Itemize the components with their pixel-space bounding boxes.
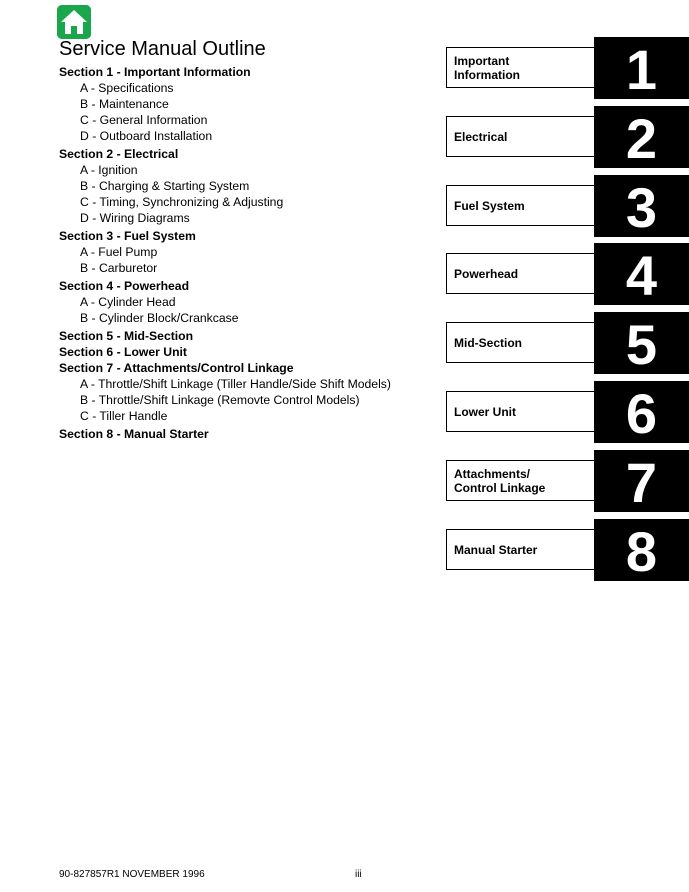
outline-section-heading[interactable]: Section 3 - Fuel System xyxy=(59,229,196,243)
page-number: iii xyxy=(355,869,362,880)
home-button[interactable] xyxy=(57,5,91,39)
outline-subsection[interactable]: D - Outboard Installation xyxy=(80,129,213,143)
section-tab-2[interactable] xyxy=(446,106,689,168)
section-tab-label-line: Information xyxy=(454,68,520,82)
section-tab-label xyxy=(446,322,596,363)
outline-list xyxy=(59,64,439,442)
outline-subsection[interactable]: B - Carburetor xyxy=(80,261,158,275)
outline-section-heading[interactable]: Section 5 - Mid-Section xyxy=(59,329,194,343)
outline-subsection[interactable]: B - Cylinder Block/Crankcase xyxy=(80,311,239,325)
section-tab-number: 2 xyxy=(594,106,689,168)
section-tab-label xyxy=(446,253,596,294)
outline-subsection[interactable]: B - Throttle/Shift Linkage (Removte Control Models) xyxy=(80,393,360,407)
section-tab-number: 5 xyxy=(594,312,689,374)
section-tab-label xyxy=(446,391,596,432)
outline-section-heading[interactable]: Section 4 - Powerhead xyxy=(59,279,190,293)
section-tab-label xyxy=(446,460,596,501)
outline-subsection[interactable]: A - Specifications xyxy=(80,81,174,95)
section-tab-number: 3 xyxy=(594,175,689,237)
section-tab-label-line: Manual Starter xyxy=(454,542,538,557)
outline-subsection[interactable]: C - Timing, Synchronizing & Adjusting xyxy=(80,195,284,209)
outline-subsection[interactable]: A - Cylinder Head xyxy=(80,295,176,309)
outline-section-heading[interactable]: Section 1 - Important Information xyxy=(59,65,251,79)
section-tab-number: 4 xyxy=(594,243,689,305)
outline-subsection[interactable]: B - Maintenance xyxy=(80,97,169,111)
outline-section-heading[interactable]: Section 2 - Electrical xyxy=(59,147,179,161)
section-tab-label xyxy=(446,529,596,570)
section-tab-number: 6 xyxy=(594,381,689,443)
section-tab-label-line: Electrical xyxy=(454,129,508,144)
section-tab-6[interactable] xyxy=(446,381,689,443)
outline-section-heading[interactable]: Section 6 - Lower Unit xyxy=(59,345,187,359)
section-tab-label-line: Powerhead xyxy=(454,266,519,281)
section-tab-label xyxy=(446,116,596,157)
outline-section-heading[interactable]: Section 8 - Manual Starter xyxy=(59,427,209,441)
outline-subsection[interactable]: C - General Information xyxy=(80,113,208,127)
section-tab-3[interactable] xyxy=(446,175,689,237)
section-tab-number: 1 xyxy=(594,37,689,99)
page-title: Service Manual Outline xyxy=(59,38,266,60)
section-tab-label-line: Lower Unit xyxy=(454,404,516,419)
outline-subsection[interactable]: C - Tiller Handle xyxy=(80,409,168,423)
doc-id: 90-827857R1 NOVEMBER 1996 xyxy=(59,869,205,880)
section-tab-label xyxy=(446,47,596,88)
outline-section-heading[interactable]: Section 7 - Attachments/Control Linkage xyxy=(59,361,294,375)
section-tab-5[interactable] xyxy=(446,312,689,374)
section-tab-number: 7 xyxy=(594,450,689,512)
section-tab-1[interactable] xyxy=(446,37,689,99)
section-tab-label-line: Attachments/ xyxy=(454,467,531,481)
section-tab-4[interactable] xyxy=(446,243,689,305)
outline-subsection[interactable]: A - Ignition xyxy=(80,163,138,177)
outline-subsection[interactable]: A - Fuel Pump xyxy=(80,245,158,259)
outline-subsection[interactable]: D - Wiring Diagrams xyxy=(80,211,190,225)
section-tab-label-line: Important xyxy=(454,54,510,68)
home-icon xyxy=(57,5,91,39)
outline-subsection[interactable]: B - Charging & Starting System xyxy=(80,179,250,193)
section-tab-label-line: Fuel System xyxy=(454,198,525,213)
section-tab-label xyxy=(446,185,596,226)
section-tab-label-line: Mid-Section xyxy=(454,335,522,350)
outline-subsection[interactable]: A - Throttle/Shift Linkage (Tiller Handle/Side Shift Models) xyxy=(80,377,391,391)
section-tab-label-line: Control Linkage xyxy=(454,481,546,495)
section-tab-7[interactable] xyxy=(446,450,689,512)
section-tab-8[interactable] xyxy=(446,519,689,581)
section-tab-number: 8 xyxy=(594,519,689,581)
